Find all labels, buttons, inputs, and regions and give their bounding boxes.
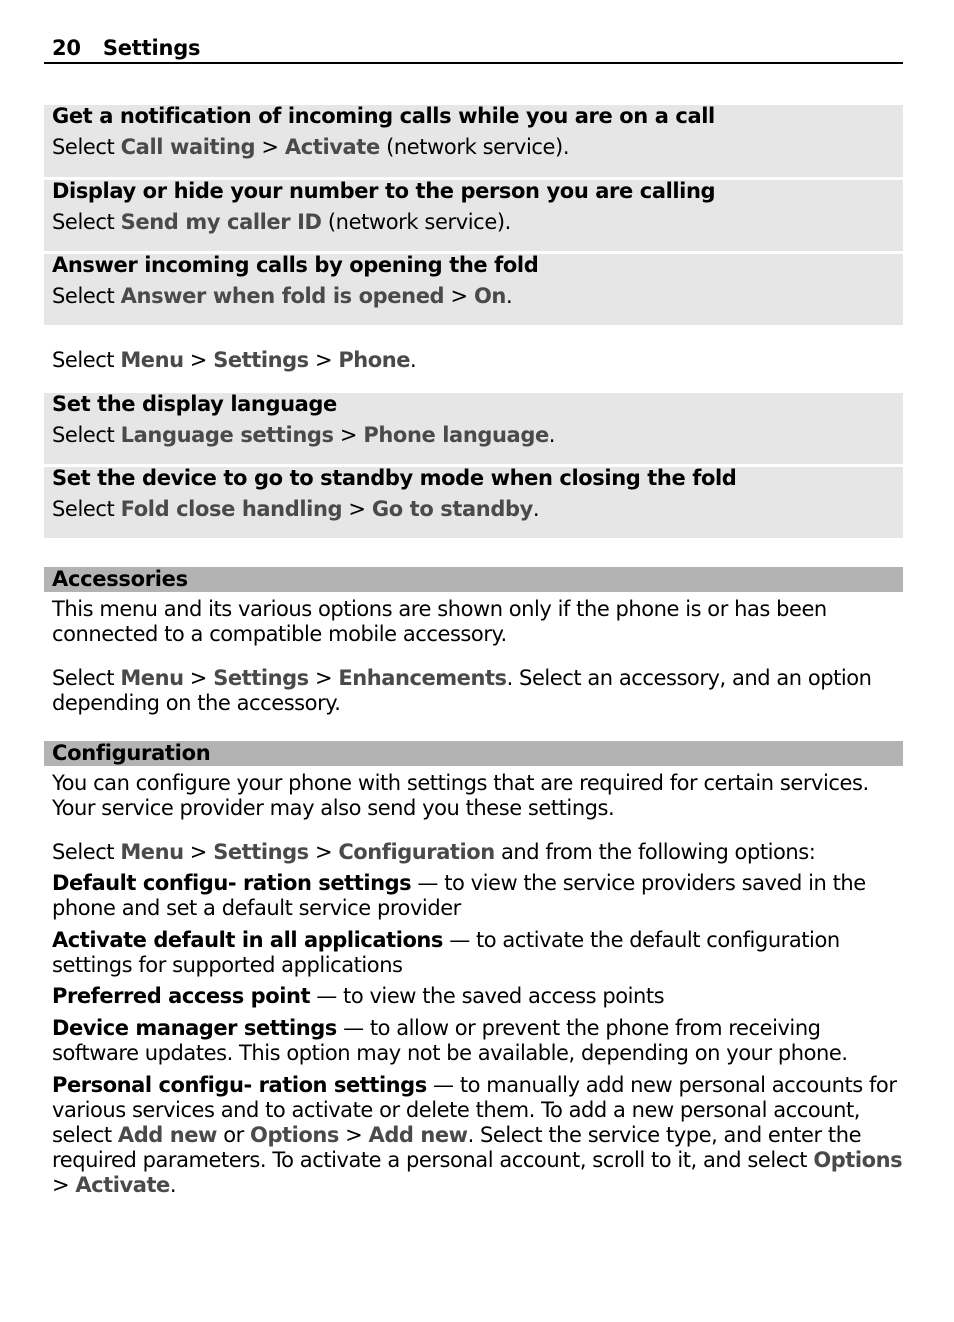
box-heading: Answer incoming calls by opening the fold [52,253,539,277]
option-term: Activate default in all applications [52,928,443,952]
option-term: Personal configu- ration settings [52,1073,427,1097]
box-heading: Set the device to go to standby mode when closing the fold [52,466,737,490]
menu-item-settings: Settings [213,840,309,864]
configuration-intro: You can configure your phone with settings that are required for certain services. Your service provider may also send you these settings. [52,771,869,820]
box-heading: Get a notification of incoming calls while you are on a call [52,104,715,128]
option-personal-config: Personal configu- ration settings — to manually add new personal accounts for various services and to activate or delete them. To add a new personal account, select Add new or Options > Add new. Select the service type, and enter the required parameters. To activate a personal account, scroll to it, and select Options > Activate. [52,1073,903,1197]
menu-item-settings: Settings [213,666,309,690]
option-term: Default configu- ration settings [52,871,412,895]
phone-settings-path: Select Menu > Settings > Phone. [52,348,417,372]
option-default-config [52,871,903,921]
header-rule [44,62,903,64]
section-title: Settings [102,36,201,60]
call-waiting-box [44,105,903,177]
accessories-path: Select Menu > Settings > Enhancements. Select an accessory, and an option depending on the accessory. [52,666,872,715]
box-heading: Set the display language [52,392,337,416]
box-instruction: Select Fold close handling > Go to standby. [52,497,540,521]
option-term: Preferred access point [52,984,311,1008]
option-device-manager [52,1016,903,1066]
option-desc: — to view the service providers saved in the phone and set a default service provider [52,871,866,920]
menu-item-menu: Menu [120,348,184,372]
answer-fold-box [44,254,903,325]
menu-item-call-waiting: Call waiting [120,135,256,159]
accessories-heading: Accessories [44,567,903,592]
page-header [52,36,200,60]
menu-item-menu: Menu [120,666,184,690]
box-instruction: Select Answer when fold is opened > On. [52,284,513,308]
menu-item-configuration: Configuration [338,840,495,864]
menu-item-menu: Menu [120,840,184,864]
menu-item-fold-close: Fold close handling [120,497,343,521]
menu-item-on: On [473,284,506,308]
option-activate-default [52,928,903,978]
menu-item-activate: Activate [75,1173,170,1197]
menu-item-add-new: Add new [368,1123,468,1147]
menu-item-activate: Activate [284,135,380,159]
box-heading: Display or hide your number to the person you are calling [52,179,716,203]
menu-item-phone: Phone [338,348,411,372]
menu-item-answer-fold: Answer when fold is opened [120,284,445,308]
menu-item-options: Options [813,1148,903,1172]
box-instruction: Select Language settings > Phone language. [52,423,556,447]
menu-item-options: Options [250,1123,339,1147]
option-desc: — to allow or prevent the phone from receiving software updates. This option may not be available, depending on your phone. [52,1016,848,1065]
configuration-heading: Configuration [44,741,903,766]
box-instruction: Select Send my caller ID (network service). [52,210,511,234]
menu-item-go-standby: Go to standby [371,497,533,521]
option-desc: — to view the saved access points [310,984,665,1008]
menu-item-send-caller-id: Send my caller ID [120,210,322,234]
caller-id-box [44,180,903,251]
box-instruction: Select Call waiting > Activate (network service). [52,135,570,159]
option-term: Device manager settings [52,1016,337,1040]
configuration-path: Select Menu > Settings > Configuration and from the following options: [52,840,816,864]
menu-item-add-new: Add new [117,1123,217,1147]
page-number: 20 [52,36,81,60]
menu-item-settings: Settings [213,348,309,372]
menu-item-enhancements: Enhancements [338,666,507,690]
option-preferred-ap [52,984,903,1009]
accessories-intro: This menu and its various options are shown only if the phone is or has been connected to a compatible mobile accessory. [52,597,827,646]
display-language-box [44,393,903,464]
option-desc: — to activate the default configuration settings for supported applications [52,928,840,977]
menu-item-phone-language: Phone language [363,423,549,447]
standby-box [44,467,903,538]
menu-item-language-settings: Language settings [120,423,334,447]
